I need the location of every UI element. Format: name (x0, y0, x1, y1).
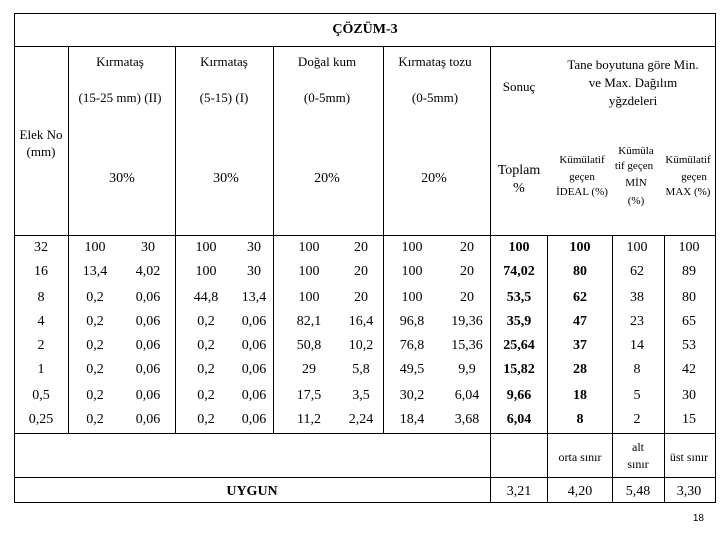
material-4-name: Kırmataş tozu (398, 54, 472, 69)
material-value-cell: 0,2 (197, 362, 215, 377)
min-percent-cell: 100 (626, 240, 648, 255)
material-value-cell: 0,06 (135, 290, 161, 305)
footer-value-4: 3,30 (676, 484, 702, 499)
header-divider (14, 235, 716, 236)
material-value-cell: 0,06 (241, 412, 267, 427)
material-value-cell: 5,8 (352, 362, 370, 377)
material-value-cell: 6,04 (454, 388, 480, 403)
material-value-cell: 100 (298, 264, 320, 279)
material-1-range: (15-25 mm) (II) (78, 90, 162, 105)
sieve-size-cell: 1 (37, 362, 45, 377)
page-number: 18 (692, 513, 704, 524)
max-percent-cell: 65 (682, 314, 696, 329)
material-value-cell: 30 (141, 240, 155, 255)
material-value-cell: 20 (460, 240, 474, 255)
sieve-size-cell: 4 (37, 314, 45, 329)
material-2-name: Kırmataş (200, 54, 248, 69)
alt-sinir-label-line1: alt (632, 440, 644, 454)
material-value-cell: 17,5 (296, 388, 322, 403)
ideal-header-line2: geçen (569, 171, 595, 183)
mat1-col-divider (175, 46, 176, 433)
material-value-cell: 0,2 (86, 412, 104, 427)
ideal-percent-cell: 100 (569, 240, 591, 255)
sieve-size-cell: 2 (37, 338, 45, 353)
sieve-size-cell: 8 (37, 290, 45, 305)
mat3-col-divider (383, 46, 384, 433)
mat4-col-divider (490, 46, 491, 503)
material-value-cell: 0,06 (241, 362, 267, 377)
total-percent-cell: 53,5 (506, 290, 532, 305)
material-value-cell: 9,9 (458, 362, 476, 377)
min-percent-cell: 2 (633, 412, 641, 427)
total-header-line2: % (513, 181, 525, 196)
material-value-cell: 0,06 (241, 338, 267, 353)
sieve-size-cell: 16 (34, 264, 48, 279)
material-4-percent: 20% (421, 171, 447, 186)
distribution-header-line1: Tane boyutuna göre Min. (567, 57, 699, 72)
material-1-name: Kırmataş (96, 54, 144, 69)
footer-value-2: 4,20 (567, 484, 593, 499)
ideal-percent-cell: 18 (573, 388, 587, 403)
total-percent-cell: 15,82 (503, 362, 535, 377)
material-value-cell: 100 (401, 290, 423, 305)
total-percent-cell: 25,64 (503, 338, 535, 353)
max-percent-cell: 89 (682, 264, 696, 279)
material-value-cell: 29 (302, 362, 316, 377)
material-value-cell: 11,2 (297, 412, 321, 427)
title-divider (14, 46, 716, 47)
material-value-cell: 100 (401, 240, 423, 255)
alt-sinir-label-line2: sınır (627, 457, 649, 471)
material-value-cell: 0,2 (197, 314, 215, 329)
min-col-divider (664, 235, 665, 503)
sieve-size-cell: 0,25 (28, 412, 54, 427)
min-percent-cell: 38 (630, 290, 644, 305)
footer-divider (14, 477, 716, 478)
max-percent-cell: 53 (682, 338, 696, 353)
ideal-percent-cell: 47 (573, 314, 587, 329)
ideal-col-divider (612, 235, 613, 503)
footer-value-3: 5,48 (625, 484, 651, 499)
total-percent-cell: 100 (508, 240, 530, 255)
sieve-header-line1: Elek No (19, 127, 63, 142)
ust-sinir-label: üst sınır (669, 450, 709, 464)
ideal-header-line3: İDEAL (%) (556, 186, 608, 198)
max-percent-cell: 42 (682, 362, 696, 377)
material-value-cell: 50,8 (296, 338, 322, 353)
material-value-cell: 30 (247, 240, 261, 255)
material-value-cell: 0,2 (86, 290, 104, 305)
max-header-line3: MAX (%) (665, 186, 711, 198)
material-value-cell: 19,36 (451, 314, 483, 329)
ideal-percent-cell: 62 (573, 290, 587, 305)
sieve-size-cell: 0,5 (32, 388, 50, 403)
material-value-cell: 0,2 (197, 412, 215, 427)
material-value-cell: 100 (298, 290, 320, 305)
max-percent-cell: 80 (682, 290, 696, 305)
ideal-percent-cell: 28 (573, 362, 587, 377)
sieve-header-line2: (mm) (26, 144, 56, 159)
material-value-cell: 0,2 (86, 362, 104, 377)
material-value-cell: 20 (460, 290, 474, 305)
min-header-line2: tif geçen (614, 160, 654, 172)
material-value-cell: 0,2 (86, 338, 104, 353)
status-uygun: UYGUN (226, 484, 278, 499)
distribution-header-line3: yğzdeleri (608, 93, 658, 108)
mat2-col-divider (273, 46, 274, 433)
page-title: ÇÖZÜM-3 (332, 22, 398, 37)
total-percent-cell: 6,04 (506, 412, 532, 427)
total-percent-cell: 9,66 (506, 388, 532, 403)
material-value-cell: 20 (354, 264, 368, 279)
material-value-cell: 18,4 (399, 412, 425, 427)
material-value-cell: 44,8 (193, 290, 219, 305)
material-value-cell: 0,06 (241, 314, 267, 329)
sieve-size-cell: 32 (34, 240, 48, 255)
min-header-line4: (%) (627, 195, 645, 207)
material-value-cell: 96,8 (399, 314, 425, 329)
material-value-cell: 16,4 (348, 314, 374, 329)
min-header-line1: Kümüla (618, 145, 654, 157)
max-percent-cell: 30 (682, 388, 696, 403)
max-header-line1: Kümülatif (665, 154, 711, 166)
min-percent-cell: 23 (630, 314, 644, 329)
material-value-cell: 0,06 (135, 412, 161, 427)
material-value-cell: 100 (84, 240, 106, 255)
max-percent-cell: 15 (682, 412, 696, 427)
ideal-percent-cell: 80 (573, 264, 587, 279)
total-header-line1: Toplam (497, 163, 541, 178)
material-value-cell: 100 (401, 264, 423, 279)
material-3-range: (0-5mm) (303, 90, 351, 105)
result-header: Sonuç (502, 79, 536, 94)
material-value-cell: 49,5 (399, 362, 425, 377)
sieve-col-divider (68, 46, 69, 433)
material-value-cell: 20 (354, 240, 368, 255)
material-value-cell: 3,5 (352, 388, 370, 403)
max-header-line2: geçen (681, 171, 707, 183)
material-value-cell: 10,2 (348, 338, 374, 353)
material-value-cell: 0,06 (135, 338, 161, 353)
material-value-cell: 0,2 (197, 388, 215, 403)
total-col-divider (547, 235, 548, 503)
orta-sinir-label: orta sınır (558, 450, 602, 464)
ideal-header-line1: Kümülatif (559, 154, 605, 166)
ideal-percent-cell: 37 (573, 338, 587, 353)
material-4-range: (0-5mm) (411, 90, 459, 105)
material-value-cell: 82,1 (296, 314, 322, 329)
min-header-line3: MİN (625, 177, 647, 189)
footer-value-1: 3,21 (506, 484, 532, 499)
material-2-percent: 30% (213, 171, 239, 186)
min-percent-cell: 62 (630, 264, 644, 279)
material-value-cell: 20 (354, 290, 368, 305)
material-value-cell: 20 (460, 264, 474, 279)
material-value-cell: 15,36 (451, 338, 483, 353)
material-value-cell: 30 (247, 264, 261, 279)
material-value-cell: 0,06 (135, 362, 161, 377)
distribution-header-line2: ve Max. Dağılım (588, 75, 678, 90)
material-value-cell: 0,06 (135, 314, 161, 329)
material-value-cell: 100 (195, 264, 217, 279)
total-percent-cell: 35,9 (506, 314, 532, 329)
min-percent-cell: 5 (633, 388, 641, 403)
data-bottom-divider (14, 433, 716, 434)
min-percent-cell: 8 (633, 362, 641, 377)
total-percent-cell: 74,02 (503, 264, 535, 279)
material-value-cell: 4,02 (135, 264, 161, 279)
material-value-cell: 2,24 (348, 412, 374, 427)
material-value-cell: 30,2 (399, 388, 425, 403)
material-value-cell: 0,2 (86, 314, 104, 329)
material-value-cell: 76,8 (399, 338, 425, 353)
material-value-cell: 13,4 (82, 264, 108, 279)
material-value-cell: 0,06 (135, 388, 161, 403)
material-2-range: (5-15) (I) (199, 90, 249, 105)
material-3-name: Doğal kum (297, 54, 357, 69)
material-value-cell: 100 (195, 240, 217, 255)
material-1-percent: 30% (109, 171, 135, 186)
material-3-percent: 20% (314, 171, 340, 186)
material-value-cell: 0,2 (86, 388, 104, 403)
max-percent-cell: 100 (678, 240, 700, 255)
material-value-cell: 0,06 (241, 388, 267, 403)
ideal-percent-cell: 8 (576, 412, 584, 427)
material-value-cell: 13,4 (241, 290, 267, 305)
material-value-cell: 3,68 (454, 412, 480, 427)
material-value-cell: 0,2 (197, 338, 215, 353)
min-percent-cell: 14 (630, 338, 644, 353)
material-value-cell: 100 (298, 240, 320, 255)
